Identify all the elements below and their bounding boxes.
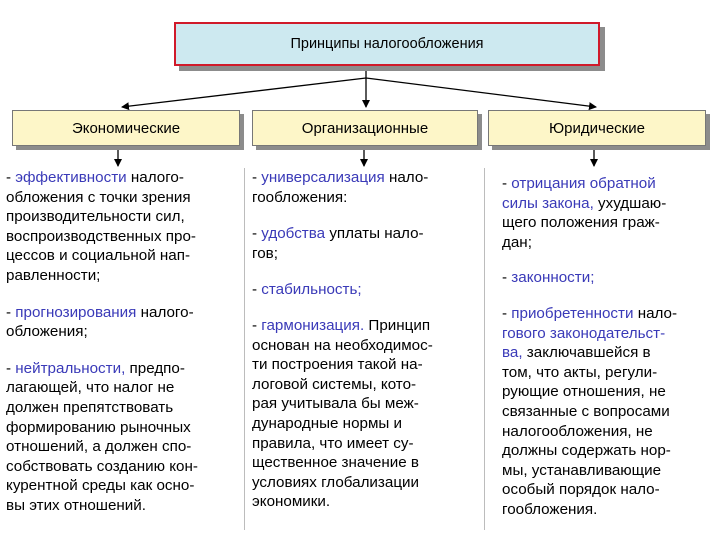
category-organizational-label: Организационные [301, 119, 429, 137]
category-economic-label: Экономические [71, 119, 181, 137]
category-legal-label: Юридические [549, 119, 645, 137]
econ-principle-neutrality: - нейтральности, предпо- лагающей, что налог не должен препятствовать формированию рыночных отношений, а должен спо- собствовать созданию кон- курентной среды как осно- вы этих отношений. [6, 359, 198, 514]
org-principle-stability: - стабильность; [252, 281, 362, 299]
category-legal [488, 110, 706, 146]
category-organizational [252, 110, 478, 146]
law-principle-acquired-rights: - приобретенности нало- гового законодательст- ва, заключавшейся в том, что акты, регули- рующие отношения, не связанные с вопросами налогообложения, не должны содержать нор- мы, устанавливающие особый порядок нало- гообложения. [502, 304, 678, 518]
column-divider-right [484, 168, 485, 530]
econ-principle-forecasting: - прогнозирования налого- обложения; [6, 303, 194, 341]
connector-left [122, 78, 366, 107]
column-divider-left [244, 168, 245, 530]
connector-right [366, 78, 596, 107]
org-principle-universalization: - универсализация нало- гообложения: [252, 169, 429, 206]
economic-principles [6, 168, 240, 516]
econ-principle-efficiency: - эффективности налого- обложения с точки зрения производительности сил, воспроизводственных про- цессов и социальной нап- равленности; [6, 169, 196, 284]
org-principle-harmonization: - гармонизация. Принцип основан на необходимос- ти построения такой на- логовой системы, кото- рая учитывала бы меж- дународные нормы и правила, что имеет су- щественное значение в условиях глобализации экономики. [252, 316, 433, 511]
diagram-title: Принципы налогообложения [290, 36, 484, 52]
law-principle-legality: - законности; [502, 269, 595, 287]
law-principle-non-retroactivity: - отрицания обратной силы закона, ухудшаю- щего положения граж- дан; [502, 175, 667, 251]
category-economic [12, 110, 240, 146]
legal-principles [502, 174, 714, 520]
org-principle-convenience: - удобства уплаты нало- гов; [252, 225, 424, 262]
organizational-principles [252, 168, 480, 512]
title-box [174, 22, 600, 66]
